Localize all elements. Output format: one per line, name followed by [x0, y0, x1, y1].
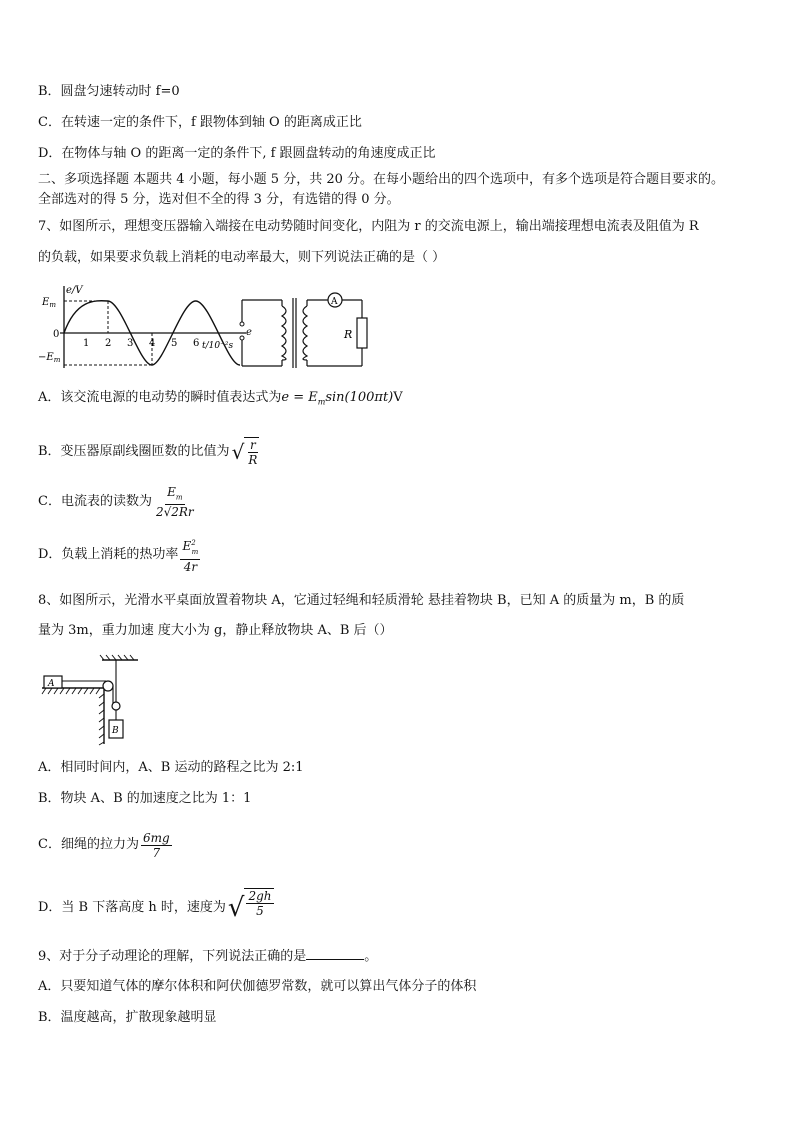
q7-graph-tick: 6	[193, 338, 200, 349]
q7-source-label: e	[246, 327, 252, 338]
q7-secondary-coil-icon	[303, 306, 307, 360]
q7-source-terminal-icon	[240, 336, 244, 340]
q7-graph-em-label: $E_m$	[42, 297, 56, 309]
q7-graph-tick: 4	[149, 338, 156, 349]
q6-option-c: C．在转速一定的条件下，f 跟物体到轴 O 的距离成正比	[38, 115, 362, 130]
q8-stem-line1: 8、如图所示，光滑水平桌面放置着物块 A，它通过轻绳和轻质滑轮 悬挂着物块 B，已知 A 的质量为 m，B 的质	[38, 593, 685, 608]
q8-block-b-label: B	[112, 726, 119, 736]
q7-graph-x-label: t/10⁻²s	[202, 341, 234, 351]
q7-graph-origin: 0	[53, 329, 60, 340]
q7-option-c: C．电流表的读数为 $\frac{E_m}{2√2Rr}$	[38, 484, 194, 520]
q7-graph-tick: 5	[171, 338, 178, 349]
q7-graph-neg-em-label: $-E_m$	[38, 352, 61, 364]
q9-option-a: A．只要知道气体的摩尔体积和阿伏伽德罗常数，就可以算出气体分子的体积	[38, 979, 477, 994]
q7-stem-line2: 的负载，如果要求负载上消耗的电动率最大，则下列说法正确的是（ ）	[38, 250, 446, 265]
section-heading-line2: 全部选对的得 5 分，选对但不全的得 3 分，有选错的得 0 分。	[38, 192, 400, 207]
q6-option-b: B．圆盘匀速转动时 f=0	[38, 84, 180, 99]
q8-option-c: C．细绳的拉力为 $\frac{6mg}{7}$	[38, 830, 170, 860]
q7-option-a: A．该交流电源的电动势的瞬时值表达式为$e = E_m\sin(100\pi t)V$	[38, 390, 403, 407]
q7-option-d: D．负载上消耗的热功率 $\frac{E^2_m}{4r}$	[38, 536, 200, 574]
q7-graph-y-label: e/V	[66, 285, 83, 296]
q7-ammeter-label: A	[331, 297, 338, 307]
q7-stem-line1: 7、如图所示，理想变压器输入端接在电动势随时间变化，内阻为 r 的交流电源上，输出端接理想电流表及阻值为 R	[38, 219, 699, 234]
section-heading-line1: 二、多项选择题 本题共 4 小题，每小题 5 分，共 20 分。在每小题给出的四个选项中，有多个选项是符合题目要求的。	[38, 172, 725, 187]
q7-option-b: B．变压器原副线圈匝数的比值为 √ $\frac{r}{R}$	[38, 438, 258, 467]
q8-option-b: B．物块 A、B 的加速度之比为 1：1	[38, 791, 252, 806]
q8-option-a: A．相同时间内，A、B 运动的路程之比为 2:1	[38, 760, 304, 775]
q7-primary-coil-icon	[282, 306, 286, 360]
q8-movable-pulley-icon	[112, 702, 120, 710]
q9-stem: 9、对于分子动理论的理解，下列说法正确的是 。	[38, 949, 378, 964]
q8-fixed-pulley-icon	[103, 681, 113, 691]
q9-answer-blank	[306, 947, 364, 960]
q8-pulley-figure	[38, 654, 148, 746]
q7-resistor-label: R	[344, 328, 353, 341]
q8-stem-line2: 量为 3m，重力加速 度大小为 g，静止释放物块 A、B 后（）	[38, 623, 393, 638]
q8-option-d: D．当 B 下落高度 h 时，速度为 √ $\frac{2gh}{5}$	[38, 886, 274, 930]
q7-graph-tick: 3	[127, 338, 134, 349]
q6-option-d: D．在物体与轴 O 的距离一定的条件下, f 跟圆盘转动的角速度成正比	[38, 146, 436, 161]
q8-block-a-label: A	[48, 679, 55, 689]
q7-graph-tick: 2	[105, 338, 112, 349]
q7-source-terminal-icon	[240, 322, 244, 326]
q9-option-b: B．温度越高，扩散现象越明显	[38, 1010, 217, 1025]
q7-resistor-icon	[357, 318, 367, 348]
q7-graph-tick: 1	[83, 338, 90, 349]
q7-transformer-circuit	[232, 292, 382, 372]
